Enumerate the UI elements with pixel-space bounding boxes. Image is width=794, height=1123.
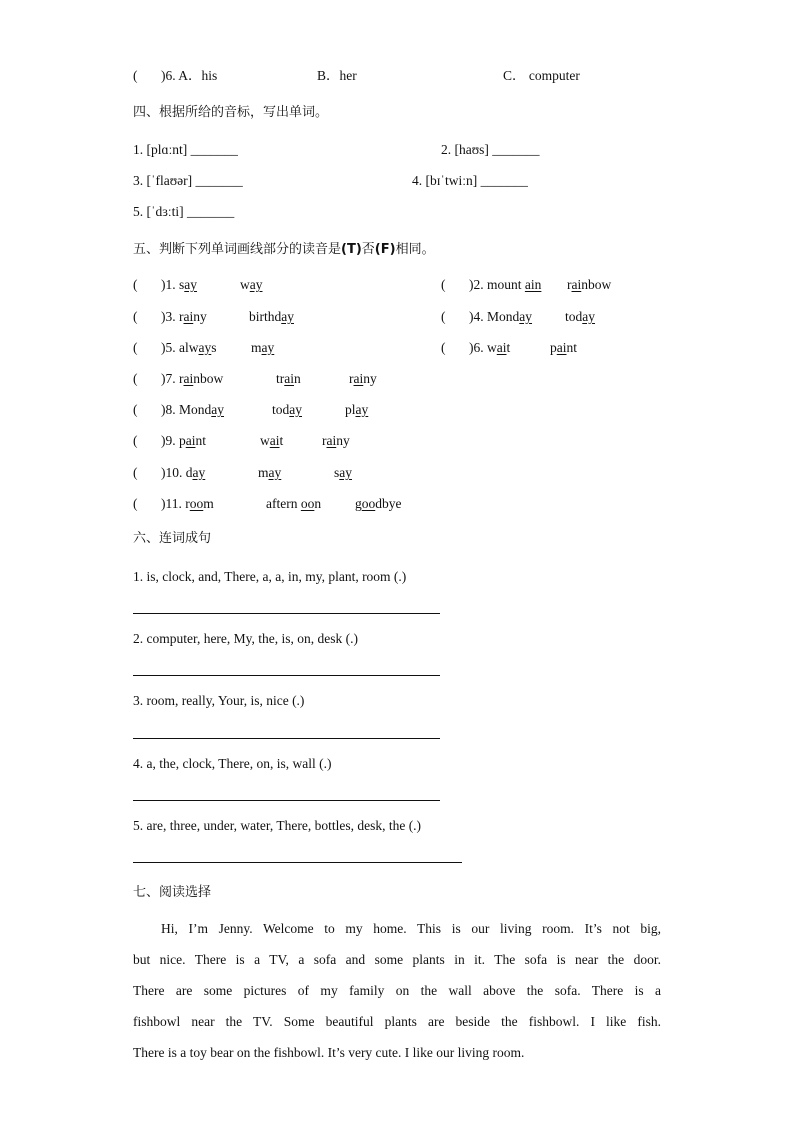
answer-paren: ( bbox=[133, 496, 138, 511]
judge-item-10-word-3: say bbox=[334, 465, 353, 480]
judge-item-9-word-3: rainy bbox=[322, 433, 350, 448]
item-number: )5. bbox=[161, 340, 179, 355]
answer-paren: ( bbox=[441, 340, 446, 355]
passage-line-3: There are some pictures of my family on the wall above the sofa. There is a bbox=[133, 983, 661, 998]
judge-item-9 bbox=[133, 432, 206, 450]
judge-item-8-word-2: today bbox=[272, 402, 303, 417]
question-6-previous bbox=[133, 67, 217, 85]
phonetic-item-5: 5. [ˈdɜːti] _______ bbox=[133, 204, 235, 219]
answer-paren: ( bbox=[133, 402, 138, 417]
word-1: day bbox=[185, 465, 206, 480]
item-number: )3. bbox=[161, 309, 179, 324]
section-5-title-b: 否 bbox=[361, 242, 375, 257]
item-number: )8. bbox=[161, 402, 179, 417]
phonetic-item-4: 4. [bɪˈtwiːn] _______ bbox=[412, 173, 528, 188]
judge-item-1-word-2: way bbox=[240, 277, 263, 292]
passage-line-2: but nice. There is a TV, a sofa and some plants in it. The sofa is near the door. bbox=[133, 952, 661, 967]
false-marker: (F) bbox=[374, 242, 396, 257]
passage-line-4: fishbowl near the TV. Some beautiful plants are beside the fishbowl. I like fish. bbox=[133, 1014, 661, 1029]
judge-item-5 bbox=[133, 339, 217, 357]
true-marker: (T) bbox=[341, 242, 362, 257]
judge-item-10 bbox=[133, 464, 205, 482]
answer-paren: ( bbox=[133, 277, 138, 292]
judge-item-8-word-3: play bbox=[345, 402, 369, 417]
answer-paren: ( bbox=[441, 277, 446, 292]
answer-paren: ( bbox=[133, 340, 138, 355]
section-7-title: 七、阅读选择 bbox=[133, 885, 212, 900]
judge-item-9-word-2: wait bbox=[260, 433, 284, 448]
sentence-item-5: 5. are, three, under, water, There, bottles, desk, the (.) bbox=[133, 818, 422, 833]
reading-passage bbox=[133, 913, 661, 1068]
judge-item-7-word-3: rainy bbox=[349, 371, 377, 386]
section-4-title: 四、根据所给的音标，写出单词。 bbox=[133, 105, 329, 120]
section-5-title-c: 相同。 bbox=[395, 242, 435, 257]
question-6-option-c: C． computer bbox=[503, 68, 580, 83]
passage-line-1: Hi, I’m Jenny. Welcome to my home. This is our living room. It’s not big, bbox=[161, 921, 661, 936]
judge-item-1 bbox=[133, 276, 197, 294]
word-1: say bbox=[179, 277, 198, 292]
phonetic-item-1: 1. [plɑːnt] _______ bbox=[133, 142, 238, 157]
answer-line-3[interactable] bbox=[133, 738, 440, 739]
word-1: always bbox=[179, 340, 217, 355]
phonetic-item-3: 3. [ˈflaʊər] _______ bbox=[133, 173, 243, 188]
answer-paren: ( bbox=[133, 309, 138, 324]
word-1: room bbox=[185, 496, 214, 511]
judge-item-7 bbox=[133, 370, 223, 388]
sentence-item-2: 2. computer, here, My, the, is, on, desk (.) bbox=[133, 631, 359, 646]
item-number: )1. bbox=[161, 277, 179, 292]
sentence-item-1: 1. is, clock, and, There, a, a, in, my, plant, room (.) bbox=[133, 569, 407, 584]
word-1: Monday bbox=[487, 309, 533, 324]
judge-item-6-word-2: paint bbox=[550, 340, 578, 355]
answer-line-5[interactable] bbox=[133, 862, 462, 863]
answer-line-2[interactable] bbox=[133, 675, 440, 676]
item-number: )6. bbox=[469, 340, 487, 355]
section-5-title bbox=[133, 241, 435, 259]
answer-paren: ( bbox=[441, 309, 446, 324]
word-1: wait bbox=[487, 340, 511, 355]
answer-paren: ( bbox=[133, 465, 138, 480]
answer-paren: ( bbox=[133, 433, 138, 448]
phonetic-item-2: 2. [haʊs] _______ bbox=[441, 142, 540, 157]
question-6-option-a: )6. A．his bbox=[161, 68, 218, 83]
judge-item-11-word-3: goodbye bbox=[355, 496, 402, 511]
item-number: )9. bbox=[161, 433, 179, 448]
item-number: )2. bbox=[469, 277, 487, 292]
word-1: Monday bbox=[179, 402, 225, 417]
answer-paren: ( bbox=[133, 371, 138, 386]
word-1: rainy bbox=[179, 309, 207, 324]
answer-paren: ( bbox=[133, 68, 138, 83]
question-6-option-b: B．her bbox=[317, 68, 357, 83]
judge-item-7-word-2: train bbox=[276, 371, 301, 386]
judge-item-11-word-2: aftern oon bbox=[266, 496, 322, 511]
section-6-title: 六、连词成句 bbox=[133, 531, 212, 546]
word-1: rainbow bbox=[179, 371, 224, 386]
judge-item-8 bbox=[133, 401, 224, 419]
judge-item-4 bbox=[441, 308, 532, 326]
item-number: )4. bbox=[469, 309, 487, 324]
judge-item-3 bbox=[133, 308, 207, 326]
passage-line-5: There is a toy bear on the fishbowl. It’s very cute. I like our living room. bbox=[133, 1045, 525, 1060]
judge-item-11 bbox=[133, 495, 214, 513]
answer-line-4[interactable] bbox=[133, 800, 440, 801]
section-5-title-a: 五、判断下列单词画线部分的读音是 bbox=[133, 242, 342, 257]
item-number: )10. bbox=[161, 465, 186, 480]
judge-item-5-word-2: may bbox=[251, 340, 275, 355]
judge-item-6 bbox=[441, 339, 510, 357]
judge-item-3-word-2: birthday bbox=[249, 309, 294, 324]
word-1: paint bbox=[179, 433, 207, 448]
item-number: )11. bbox=[161, 496, 186, 511]
word-1: mount ain bbox=[487, 277, 542, 292]
sentence-item-4: 4. a, the, clock, There, on, is, wall (.) bbox=[133, 756, 332, 771]
judge-item-2 bbox=[441, 276, 541, 294]
sentence-item-3: 3. room, really, Your, is, nice (.) bbox=[133, 693, 305, 708]
judge-item-10-word-2: may bbox=[258, 465, 282, 480]
item-number: )7. bbox=[161, 371, 179, 386]
judge-item-2-word-2: rainbow bbox=[567, 277, 612, 292]
judge-item-4-word-2: today bbox=[565, 309, 596, 324]
answer-line-1[interactable] bbox=[133, 613, 440, 614]
